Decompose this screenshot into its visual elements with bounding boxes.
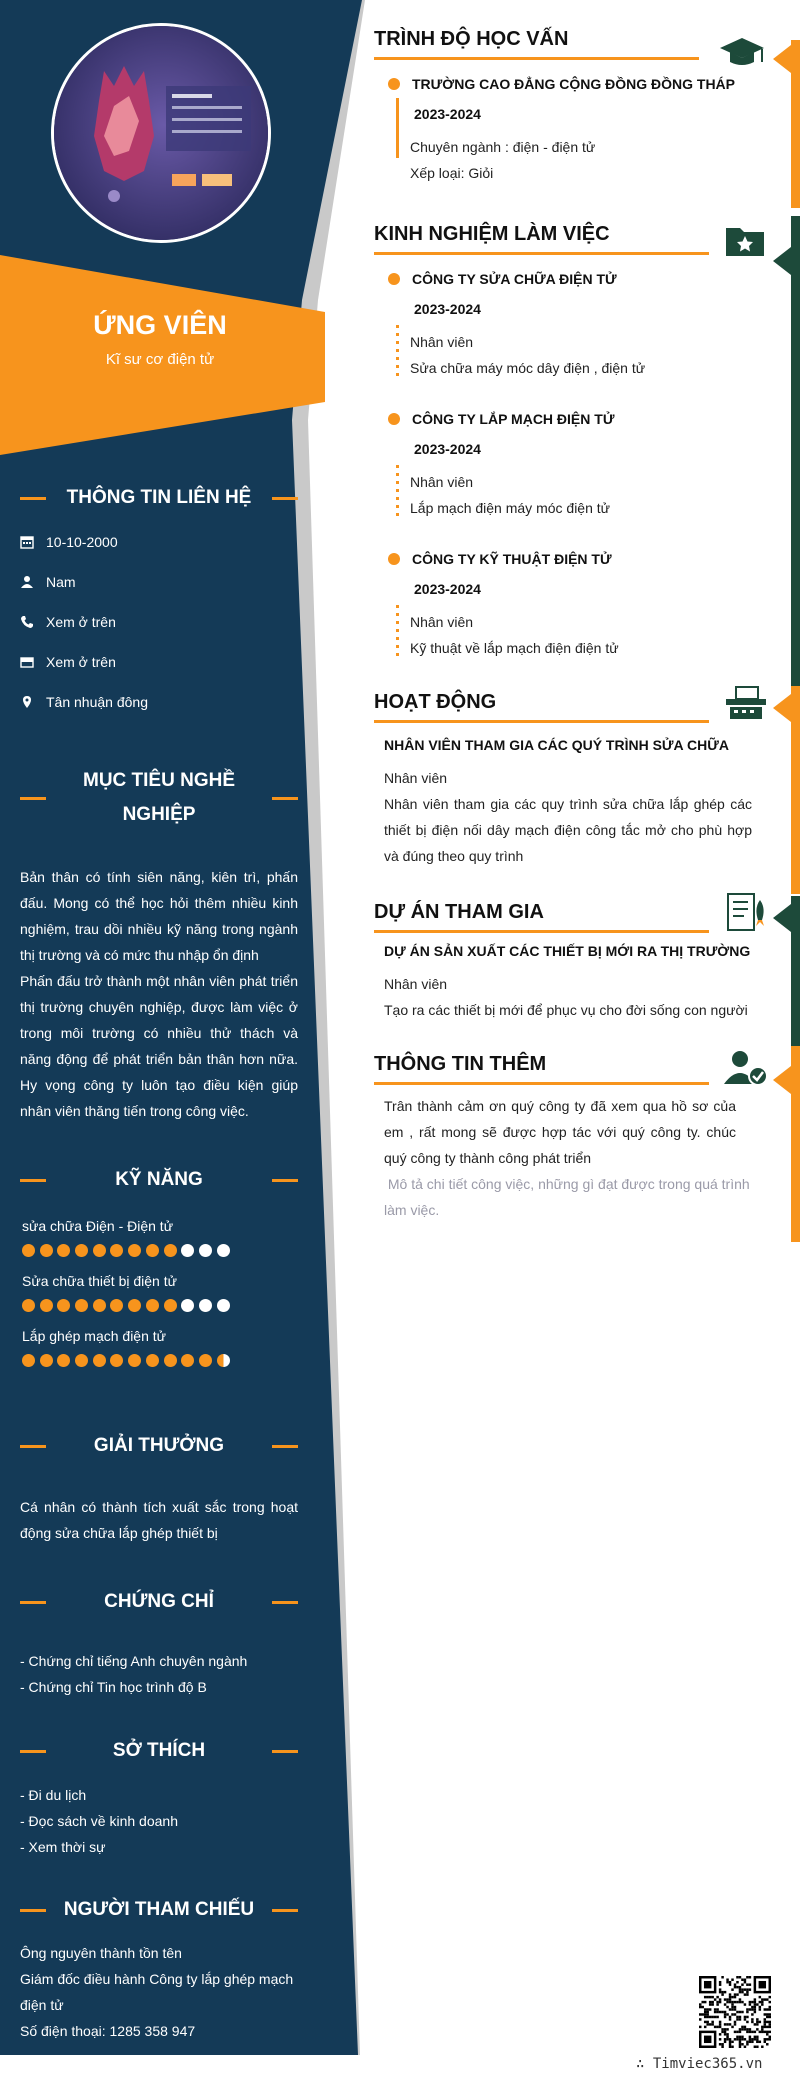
skill-dot — [57, 1354, 70, 1367]
skills-heading: KỸ NĂNG — [20, 1163, 298, 1197]
experience-desc: Lắp mạch điện máy móc điện tử — [410, 500, 611, 516]
skill-dot — [75, 1244, 88, 1257]
experience-section — [374, 220, 774, 661]
list-item: - Đi du lịch — [20, 1787, 87, 1803]
skill-dot — [164, 1244, 177, 1257]
references-block — [20, 1940, 298, 2044]
reference-position: Giám đốc điều hành Công ty lắp ghép mạch điện tử — [20, 1971, 294, 2013]
education-heading: TRÌNH ĐỘ HỌC VẤN — [374, 28, 569, 50]
experience-heading: KINH NGHIỆM LÀM VIỆC — [374, 223, 610, 245]
list-item: - Xem thời sự — [20, 1839, 106, 1855]
section-accent-bar — [791, 216, 800, 686]
section-accent-bar — [791, 1046, 800, 1242]
skill-name: sửa chữa Điện - Điện tử — [22, 1218, 174, 1234]
experience-role: Nhân viên — [410, 334, 474, 350]
skill-dot — [75, 1299, 88, 1312]
skill-dot — [93, 1244, 106, 1257]
education-years: 2023-2024 — [414, 106, 481, 122]
skill-dot — [164, 1299, 177, 1312]
skill-dot — [57, 1244, 70, 1257]
skill-dot — [128, 1244, 141, 1257]
skill-item — [22, 1273, 292, 1312]
education-grade: Xếp loại: Giỏi — [410, 165, 494, 181]
activities-heading: HOẠT ĐỘNG — [374, 691, 497, 713]
hobbies-list — [20, 1782, 298, 1860]
extra-section — [374, 1050, 774, 1223]
activity-role: Nhân viên — [384, 770, 448, 786]
activity-title: NHÂN VIÊN THAM GIA CÁC QUÝ TRÌNH SỬA CHỮA — [384, 737, 729, 753]
list-item: - Đọc sách về kinh doanh — [20, 1813, 178, 1829]
skill-dot — [128, 1354, 141, 1367]
experience-company: CÔNG TY KỸ THUẬT ĐIỆN TỬ — [374, 551, 774, 567]
brand-watermark: ∴ Timviec365.vn — [636, 2056, 763, 2072]
objective-heading: MỤC TIÊU NGHỀ NGHIỆP — [20, 764, 298, 832]
envelope-icon — [20, 655, 34, 669]
experience-role: Nhân viên — [410, 474, 474, 490]
skill-dot — [93, 1299, 106, 1312]
skill-level-dots — [22, 1244, 292, 1257]
education-major: Chuyên ngành : điện - điện tử — [410, 139, 596, 155]
experience-role: Nhân viên — [410, 614, 474, 630]
skill-dot — [217, 1354, 230, 1367]
activity-desc: Nhân viên tham gia các quy trình sửa chữa lắp ghép các thiết bị điện nối dây mạch điện công tắc mở cho phù hợp và đúng theo quy trình — [384, 796, 752, 864]
experience-years: 2023-2024 — [414, 581, 481, 597]
skill-dot — [146, 1244, 159, 1257]
project-role: Nhân viên — [384, 976, 448, 992]
skill-dot — [217, 1299, 230, 1312]
skill-dot — [57, 1299, 70, 1312]
activities-section — [374, 688, 774, 869]
reference-phone: Số điện thoại: 1285 358 947 — [20, 2023, 196, 2039]
skill-dot — [199, 1354, 212, 1367]
skill-dot — [110, 1244, 123, 1257]
skill-dot — [181, 1354, 194, 1367]
skill-dot — [40, 1354, 53, 1367]
experience-desc: Sửa chữa máy móc dây điện , điện tử — [410, 360, 646, 376]
experience-years: 2023-2024 — [414, 301, 481, 317]
objective-text: Bản thân có tính siên năng, kiên trì, phấn đấu. Mong có thể học hỏi thêm nhiều kinh nghiệm, trau dồi nhiều kỹ năng trong ngành thị trường và có mức thu nhập ổn định Phấn đấu trở thành một nhân viên phát triển thị trường chuyên nghiệp, được làm việc ở trong môi trường có nhiều thử thách và năng động để phát triển bản thân hơn nữa. Hy vọng công ty luôn tạo điều kiện giúp nhân viên thăng tiến trong công việc. — [20, 869, 298, 1119]
skill-dot — [199, 1244, 212, 1257]
contact-address: Tân nhuận đông — [20, 682, 300, 722]
skill-dot — [181, 1299, 194, 1312]
skill-dot — [22, 1299, 35, 1312]
experience-entry — [374, 411, 774, 521]
user-icon — [20, 575, 34, 589]
education-school: TRƯỜNG CAO ĐẲNG CỘNG ĐỒNG ĐỒNG THÁP — [374, 76, 774, 92]
section-accent-arrow — [773, 45, 791, 73]
skill-dot — [146, 1354, 159, 1367]
experience-entry — [374, 551, 774, 661]
experience-company: CÔNG TY SỬA CHỮA ĐIỆN TỬ — [374, 271, 774, 287]
skill-dot — [40, 1244, 53, 1257]
project-desc: Tạo ra các thiết bị mới để phục vụ cho đời sống con người — [384, 1002, 748, 1018]
skill-dot — [93, 1354, 106, 1367]
map-pin-icon — [20, 695, 34, 709]
section-accent-arrow — [773, 694, 791, 722]
skill-dot — [199, 1299, 212, 1312]
section-accent-arrow — [773, 247, 791, 275]
certificates-list — [20, 1648, 298, 1700]
contact-email: Xem ở trên — [20, 642, 300, 682]
skill-dot — [181, 1244, 194, 1257]
references-heading: NGƯỜI THAM CHIẾU — [20, 1893, 298, 1927]
list-item: - Chứng chỉ tiếng Anh chuyên ngành — [20, 1653, 248, 1669]
avatar — [51, 23, 271, 243]
skill-dot — [128, 1299, 141, 1312]
extra-heading: THÔNG TIN THÊM — [374, 1053, 547, 1075]
experience-entry — [374, 271, 774, 381]
section-accent-bar — [791, 40, 800, 208]
candidate-name: ỨNG VIÊN — [93, 310, 227, 340]
list-item: - Chứng chỉ Tin học trình độ B — [20, 1679, 207, 1695]
certificates-heading: CHỨNG CHỈ — [20, 1585, 298, 1619]
skill-level-dots — [22, 1299, 292, 1312]
project-title: DỰ ÁN SẢN XUẤT CÁC THIẾT BỊ MỚI RA THỊ TRƯỜNG — [384, 943, 751, 959]
extra-text: Trân thành cảm ơn quý công ty đã xem qua hồ sơ của em , rất mong sẽ được hợp tác với quý công ty. chúc quý công ty thành công phát triển — [384, 1098, 736, 1166]
skill-dot — [110, 1299, 123, 1312]
contact-list — [20, 522, 300, 722]
contact-gender: Nam — [20, 562, 300, 602]
candidate-title: Kĩ sư cơ điện tử — [105, 351, 215, 368]
skill-dot — [217, 1244, 230, 1257]
education-section — [374, 25, 774, 186]
skill-dot — [75, 1354, 88, 1367]
skill-level-dots — [22, 1354, 292, 1367]
section-accent-arrow — [773, 1066, 791, 1094]
skill-dot — [22, 1244, 35, 1257]
section-accent-arrow — [773, 904, 791, 932]
section-accent-bar — [791, 896, 800, 1046]
awards-heading: GIẢI THƯỞNG — [20, 1429, 298, 1463]
skill-item — [22, 1218, 292, 1257]
projects-heading: DỰ ÁN THAM GIA — [374, 901, 544, 923]
experience-desc: Kỹ thuật về lắp mạch điện điện tử — [410, 640, 619, 656]
skill-name: Sửa chữa thiết bị điện tử — [22, 1273, 177, 1289]
skill-dot — [146, 1299, 159, 1312]
skill-dot — [22, 1354, 35, 1367]
calendar-icon — [20, 535, 34, 549]
experience-company: CÔNG TY LẮP MẠCH ĐIỆN TỬ — [374, 411, 774, 427]
phone-icon — [20, 615, 34, 629]
contact-phone: Xem ở trên — [20, 602, 300, 642]
experience-years: 2023-2024 — [414, 441, 481, 457]
skill-dot — [40, 1299, 53, 1312]
projects-section — [374, 898, 774, 1023]
reference-name: Ông nguyên thành tồn tên — [20, 1945, 182, 1961]
qr-code — [699, 1976, 771, 2048]
contact-birthday: 10-10-2000 — [20, 522, 300, 562]
section-accent-bar — [791, 686, 800, 894]
skill-dot — [110, 1354, 123, 1367]
hobbies-heading: SỞ THÍCH — [20, 1734, 298, 1768]
skill-item — [22, 1328, 292, 1367]
contact-heading: THÔNG TIN LIÊN HỆ — [20, 481, 298, 515]
extra-placeholder[interactable]: Mô tả chi tiết công việc, những gì đạt được trong quá trình làm việc. — [384, 1176, 750, 1218]
awards-text: Cá nhân có thành tích xuất sắc trong hoạt động sửa chữa lắp ghép thiết bị — [20, 1499, 298, 1541]
skill-name: Lắp ghép mạch điện tử — [22, 1328, 167, 1344]
skill-dot — [164, 1354, 177, 1367]
